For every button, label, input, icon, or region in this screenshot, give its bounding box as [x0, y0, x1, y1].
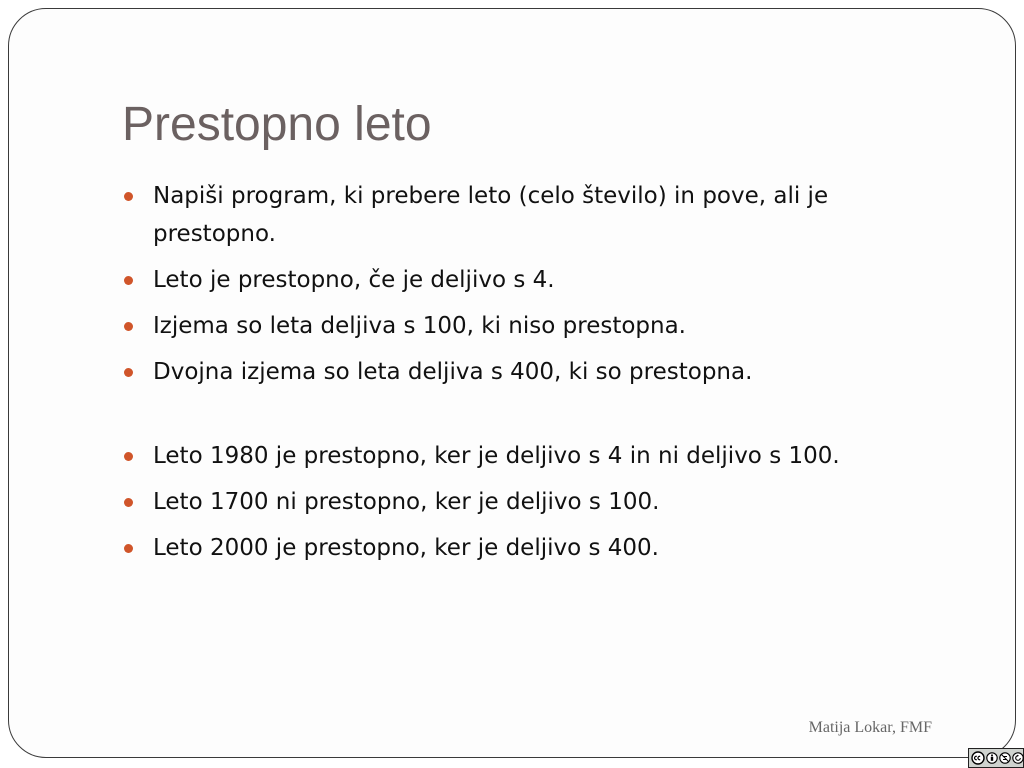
bullet-text: Leto 1700 ni prestopno, ker je deljivo s 100.	[153, 489, 660, 515]
by-icon	[986, 752, 998, 764]
bullet-dot-icon	[124, 452, 133, 461]
bullet-dot-icon	[124, 498, 133, 507]
creative-commons-license-badge[interactable]	[968, 748, 1024, 768]
bullet-text: Leto 1980 je prestopno, ker je deljivo s 4 in ni deljivo s 100.	[153, 443, 840, 469]
bullet-item	[122, 261, 922, 299]
slide-footer-author: Matija Lokar, FMF	[808, 719, 932, 736]
bullet-item	[122, 483, 922, 521]
bullet-text: Dvojna izjema so leta deljiva s 400, ki so prestopna.	[153, 359, 753, 385]
bullet-item	[122, 529, 922, 567]
nc-icon	[999, 752, 1011, 764]
slide	[8, 8, 1016, 758]
bullet-dot-icon	[124, 368, 133, 377]
bullet-text: Leto je prestopno, če je deljivo s 4.	[153, 267, 555, 293]
bullet-item	[122, 177, 922, 253]
bullet-text: Izjema so leta deljiva s 100, ki niso prestopna.	[153, 313, 686, 339]
bullet-text: Leto 2000 je prestopno, ker je deljivo s 400.	[153, 535, 659, 561]
sa-icon	[1012, 752, 1024, 764]
bullet-item	[122, 307, 922, 345]
bullet-dot-icon	[124, 322, 133, 331]
bullet-list	[122, 177, 922, 575]
bullet-dot-icon	[124, 192, 133, 201]
bullet-dot-icon	[124, 276, 133, 285]
bullet-item	[122, 437, 922, 475]
bullet-text: Napiši program, ki prebere leto (celo število) in pove, ali je prestopno.	[153, 183, 829, 247]
cc-icon	[971, 751, 985, 765]
bullet-item	[122, 353, 922, 391]
bullet-dot-icon	[124, 544, 133, 553]
slide-title: Prestopno leto	[122, 98, 432, 151]
